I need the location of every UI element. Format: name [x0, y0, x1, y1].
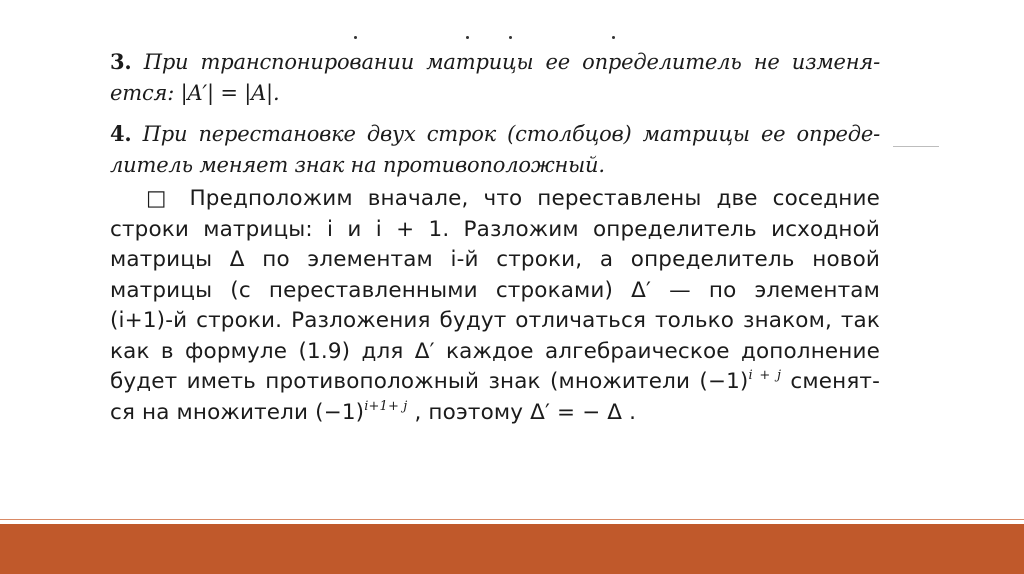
property-4-number: 4. [110, 121, 132, 146]
property-4-line-1: При перестановке двух строк (столбцов) матрицы ее опреде- [142, 122, 880, 146]
scan-artifact-dots [0, 36, 1024, 46]
proof-line-3: матрицы Δ по элементам i-й строки, а определитель новой [110, 247, 880, 272]
footer-accent-bar [0, 524, 1024, 574]
property-4 [110, 118, 880, 181]
proof-start-icon: □ [146, 186, 175, 211]
proof-line-8: ся на множители (−1) [110, 399, 365, 425]
proof-line-6: как в формуле (1.9) для Δ′ каждое алгебраическое дополнение [110, 338, 880, 364]
exponent-i-plus-1-plus-j: i+1+ j [364, 398, 408, 414]
determinant-formula: |A′| = |A| [180, 81, 273, 105]
proof-line-1: Предположим вначале, что переставлены две соседние [189, 186, 881, 211]
textbook-page [110, 46, 880, 428]
property-3-line-1: При транспонировании матрицы ее определитель не изменя- [143, 50, 880, 74]
decorative-rule [893, 146, 939, 147]
proof-line-4: матрицы (с переставленными строками) Δ′ — по элементам [110, 277, 880, 303]
property-3-line-2: ется: [110, 81, 175, 105]
proof-line-8-end: , поэтому Δ′ = − Δ . [407, 399, 637, 425]
property-3 [110, 46, 880, 109]
period: . [272, 81, 280, 105]
footer-thin-line [0, 519, 1024, 520]
proof-line-2: строки матрицы: i и i + 1. Разложим определитель исходной [110, 216, 880, 242]
property-3-number: 3. [110, 49, 132, 74]
proof-line-5: (i+1)-й строки. Разложения будут отличаться только знаком, так [110, 308, 880, 333]
property-4-line-2: литель меняет знак на противоположный. [110, 153, 605, 177]
proof-paragraph [110, 184, 880, 428]
proof-line-7-end: сменят- [781, 369, 881, 394]
exponent-i-plus-j: i + j [748, 368, 782, 383]
proof-line-7: будет иметь противоположный знак (множители (−1) [110, 369, 749, 394]
